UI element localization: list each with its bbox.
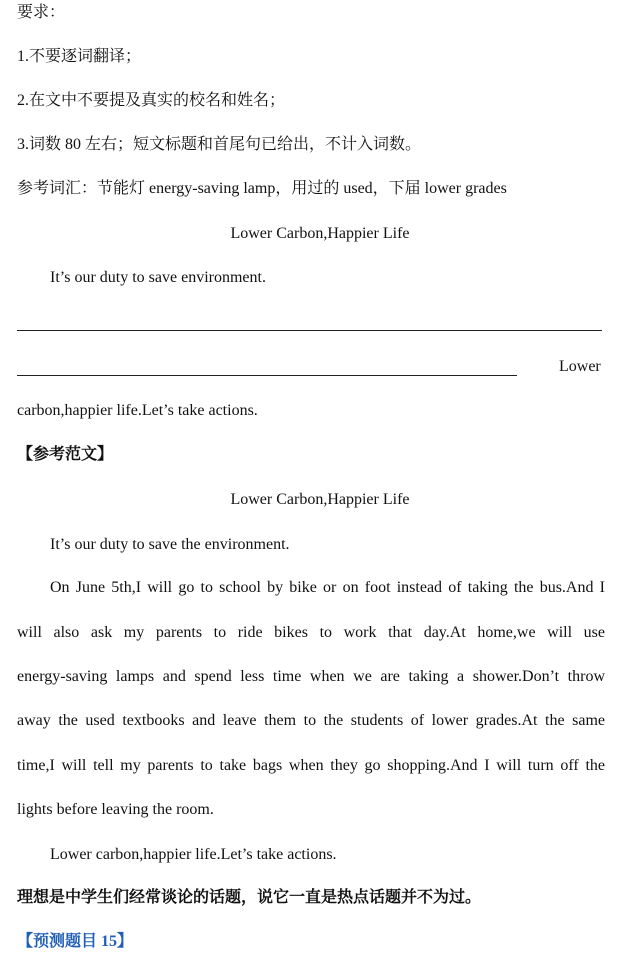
- requirement-item-3: 3.词数 80 左右；短文标题和首尾句已给出，不计入词数。: [17, 136, 422, 153]
- sample-heading: 【参考范文】: [17, 446, 114, 463]
- sample-title: Lower Carbon,Happier Life: [230, 491, 410, 508]
- sample-body-line: energy-saving lamps and spend less time when we are taking a shower.Don’t throw: [17, 668, 605, 685]
- footer-note: 理想是中学生们经常谈论的话题，说它一直是热点话题并不为过。: [17, 889, 482, 906]
- requirements-heading: 要求：: [17, 4, 66, 21]
- vocab-line: 参考词汇：节能灯 energy-saving lamp，用过的 used，下届 lower grades: [17, 180, 507, 197]
- template-last-line: carbon,happier life.Let’s take actions.: [17, 402, 258, 419]
- sample-body-line: away the used textbooks and leave them to the students of lower grades.At the same: [17, 712, 605, 729]
- template-first-sentence: It’s our duty to save environment.: [50, 269, 266, 286]
- template-blank-end-word: Lower: [559, 358, 601, 375]
- next-question-title: 【预测题目 15】: [17, 933, 134, 950]
- requirement-item-1: 1.不要逐词翻译；: [17, 48, 142, 65]
- blank-line-2: [17, 375, 517, 376]
- sample-intro: It’s our duty to save the environment.: [50, 536, 290, 553]
- requirement-item-2: 2.在文中不要提及真实的校名和姓名；: [17, 92, 286, 109]
- sample-closing: Lower carbon,happier life.Let’s take actions.: [50, 846, 337, 863]
- template-title: Lower Carbon,Happier Life: [230, 225, 410, 242]
- sample-body-line: time,I will tell my parents to take bags when they go shopping.And I will turn off the: [17, 757, 605, 774]
- sample-body-line: On June 5th,I will go to school by bike or on foot instead of taking the bus.And I: [50, 579, 605, 596]
- sample-body-line: will also ask my parents to ride bikes to work that day.At home,we will use: [17, 624, 605, 641]
- sample-body-line-last: lights before leaving the room.: [17, 801, 214, 818]
- blank-line-1: [17, 330, 602, 331]
